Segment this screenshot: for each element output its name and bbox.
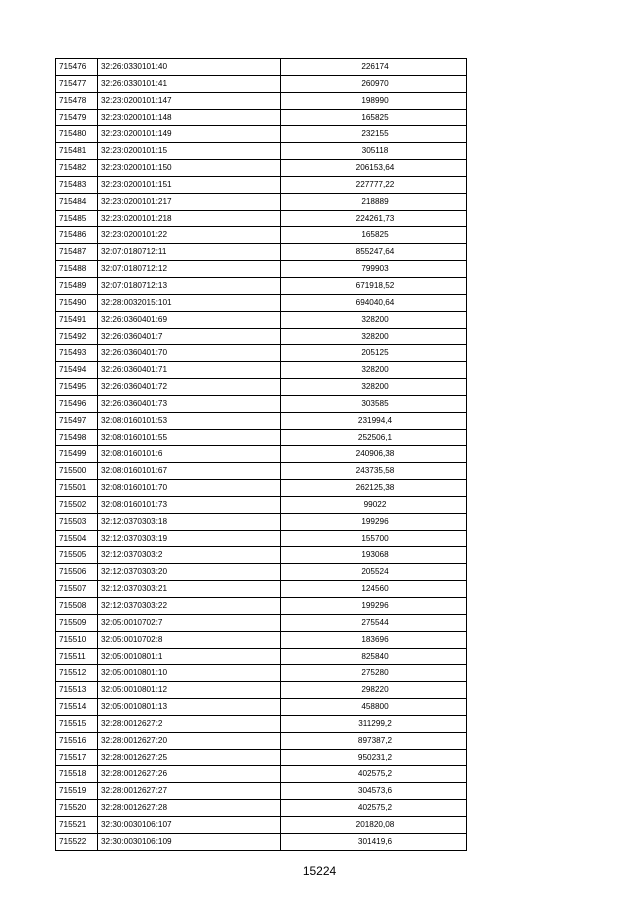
cadastral-value-cell: 226174: [281, 59, 467, 76]
row-number-cell: 715486: [56, 227, 98, 244]
row-number-cell: 715501: [56, 480, 98, 497]
cadastral-number-cell: 32:08:0160101:6: [98, 446, 281, 463]
table-row: [56, 277, 467, 294]
table-row: [56, 362, 467, 379]
table-row: [56, 564, 467, 581]
cadastral-number-cell: 32:05:0010801:10: [98, 665, 281, 682]
cadastral-number-cell: 32:07:0180712:11: [98, 244, 281, 261]
row-number-cell: 715520: [56, 800, 98, 817]
cadastral-number-cell: 32:26:0330101:41: [98, 75, 281, 92]
cadastral-number-cell: 32:05:0010801:12: [98, 682, 281, 699]
row-number-cell: 715514: [56, 699, 98, 716]
cadastral-value-cell: 402575,2: [281, 766, 467, 783]
cadastral-value-cell: 252506,1: [281, 429, 467, 446]
row-number-cell: 715512: [56, 665, 98, 682]
table-row: [56, 496, 467, 513]
row-number-cell: 715499: [56, 446, 98, 463]
cadastral-value-cell: 311299,2: [281, 715, 467, 732]
row-number-cell: 715490: [56, 294, 98, 311]
page-number: 15224: [302, 864, 337, 878]
table-row: [56, 614, 467, 631]
cadastral-value-cell: 240906,38: [281, 446, 467, 463]
cadastral-value-cell: 243735,58: [281, 463, 467, 480]
cadastral-number-cell: 32:23:0200101:217: [98, 193, 281, 210]
row-number-cell: 715497: [56, 412, 98, 429]
cadastral-value-cell: 199296: [281, 513, 467, 530]
cadastral-number-cell: 32:12:0370303:22: [98, 598, 281, 615]
table-row: [56, 833, 467, 850]
cadastral-value-cell: 303585: [281, 395, 467, 412]
cadastral-value-cell: 305118: [281, 143, 467, 160]
row-number-cell: 715493: [56, 345, 98, 362]
row-number-cell: 715505: [56, 547, 98, 564]
cadastral-value-cell: 199296: [281, 598, 467, 615]
cadastral-value-cell: 218889: [281, 193, 467, 210]
cadastral-number-cell: 32:28:0012627:26: [98, 766, 281, 783]
row-number-cell: 715503: [56, 513, 98, 530]
cadastral-value-cell: 99022: [281, 496, 467, 513]
cadastral-number-cell: 32:26:0360401:72: [98, 379, 281, 396]
cadastral-number-cell: 32:23:0200101:22: [98, 227, 281, 244]
row-number-cell: 715478: [56, 92, 98, 109]
cadastral-value-cell: 298220: [281, 682, 467, 699]
cadastral-value-cell: 799903: [281, 261, 467, 278]
cadastral-number-cell: 32:28:0012627:20: [98, 732, 281, 749]
cadastral-value-cell: 205125: [281, 345, 467, 362]
cadastral-value-cell: 201820,08: [281, 816, 467, 833]
row-number-cell: 715502: [56, 496, 98, 513]
table-row: [56, 328, 467, 345]
table-row: [56, 816, 467, 833]
table-row: [56, 513, 467, 530]
row-number-cell: 715483: [56, 176, 98, 193]
cadastral-number-cell: 32:28:0012627:25: [98, 749, 281, 766]
cadastral-number-cell: 32:26:0360401:69: [98, 311, 281, 328]
table-row: [56, 547, 467, 564]
table-row: [56, 648, 467, 665]
row-number-cell: 715477: [56, 75, 98, 92]
cadastral-value-cell: 328200: [281, 311, 467, 328]
table-row: [56, 446, 467, 463]
table-row: [56, 581, 467, 598]
cadastral-value-cell: 458800: [281, 699, 467, 716]
cadastral-number-cell: 32:23:0200101:218: [98, 210, 281, 227]
row-number-cell: 715511: [56, 648, 98, 665]
row-number-cell: 715488: [56, 261, 98, 278]
cadastral-value-cell: 183696: [281, 631, 467, 648]
cadastral-number-cell: 32:30:0030106:109: [98, 833, 281, 850]
cadastral-number-cell: 32:28:0012627:27: [98, 783, 281, 800]
table-row: [56, 261, 467, 278]
cadastral-value-cell: 328200: [281, 379, 467, 396]
table-row: [56, 160, 467, 177]
row-number-cell: 715491: [56, 311, 98, 328]
cadastral-value-cell: 950231,2: [281, 749, 467, 766]
table-row: [56, 530, 467, 547]
cadastral-number-cell: 32:23:0200101:148: [98, 109, 281, 126]
cadastral-value-cell: 262125,38: [281, 480, 467, 497]
cadastral-number-cell: 32:12:0370303:2: [98, 547, 281, 564]
cadastral-value-cell: 165825: [281, 109, 467, 126]
table-row: [56, 480, 467, 497]
cadastral-number-cell: 32:26:0360401:71: [98, 362, 281, 379]
table-row: [56, 631, 467, 648]
row-number-cell: 715487: [56, 244, 98, 261]
row-number-cell: 715492: [56, 328, 98, 345]
row-number-cell: 715504: [56, 530, 98, 547]
cadastral-value-cell: 124560: [281, 581, 467, 598]
cadastral-number-cell: 32:26:0360401:70: [98, 345, 281, 362]
cadastral-number-cell: 32:30:0030106:107: [98, 816, 281, 833]
cadastral-value-cell: 193068: [281, 547, 467, 564]
row-number-cell: 715476: [56, 59, 98, 76]
table-row: [56, 732, 467, 749]
cadastral-number-cell: 32:08:0160101:53: [98, 412, 281, 429]
table-row: [56, 682, 467, 699]
cadastral-number-cell: 32:28:0012627:2: [98, 715, 281, 732]
table-row: [56, 193, 467, 210]
table-row: [56, 59, 467, 76]
table-body: [56, 59, 467, 851]
cadastral-number-cell: 32:23:0200101:151: [98, 176, 281, 193]
cadastral-value-cell: 206153,64: [281, 160, 467, 177]
table-row: [56, 379, 467, 396]
row-number-cell: 715508: [56, 598, 98, 615]
row-number-cell: 715517: [56, 749, 98, 766]
row-number-cell: 715515: [56, 715, 98, 732]
cadastral-value-cell: 165825: [281, 227, 467, 244]
row-number-cell: 715521: [56, 816, 98, 833]
cadastral-number-cell: 32:05:0010801:13: [98, 699, 281, 716]
cadastral-number-cell: 32:23:0200101:15: [98, 143, 281, 160]
table-row: [56, 749, 467, 766]
table-row: [56, 75, 467, 92]
cadastral-number-cell: 32:08:0160101:73: [98, 496, 281, 513]
row-number-cell: 715516: [56, 732, 98, 749]
cadastral-value-cell: 694040,64: [281, 294, 467, 311]
cadastral-number-cell: 32:05:0010702:7: [98, 614, 281, 631]
row-number-cell: 715489: [56, 277, 98, 294]
row-number-cell: 715480: [56, 126, 98, 143]
table-row: [56, 210, 467, 227]
cadastral-number-cell: 32:28:0012627:28: [98, 800, 281, 817]
row-number-cell: 715509: [56, 614, 98, 631]
table-row: [56, 598, 467, 615]
cadastral-number-cell: 32:12:0370303:20: [98, 564, 281, 581]
table-row: [56, 699, 467, 716]
row-number-cell: 715495: [56, 379, 98, 396]
cadastral-value-cell: 304573,6: [281, 783, 467, 800]
cadastral-value-cell: 155700: [281, 530, 467, 547]
cadastral-number-cell: 32:26:0360401:73: [98, 395, 281, 412]
table-row: [56, 311, 467, 328]
cadastral-value-cell: 328200: [281, 328, 467, 345]
cadastral-number-cell: 32:26:0330101:40: [98, 59, 281, 76]
row-number-cell: 715522: [56, 833, 98, 850]
table-row: [56, 800, 467, 817]
cadastral-value-cell: 231994,4: [281, 412, 467, 429]
row-number-cell: 715507: [56, 581, 98, 598]
cadastral-value-cell: 897387,2: [281, 732, 467, 749]
table-row: [56, 665, 467, 682]
row-number-cell: 715500: [56, 463, 98, 480]
cadastral-value-cell: 227777,22: [281, 176, 467, 193]
cadastral-number-cell: 32:07:0180712:13: [98, 277, 281, 294]
table-row: [56, 463, 467, 480]
cadastral-number-cell: 32:23:0200101:149: [98, 126, 281, 143]
table-row: [56, 783, 467, 800]
cadastral-value-cell: 198990: [281, 92, 467, 109]
table-row: [56, 227, 467, 244]
cadastral-value-table: [55, 58, 467, 851]
cadastral-number-cell: 32:05:0010702:8: [98, 631, 281, 648]
table-row: [56, 412, 467, 429]
table-row: [56, 244, 467, 261]
row-number-cell: 715484: [56, 193, 98, 210]
cadastral-value-cell: 260970: [281, 75, 467, 92]
cadastral-value-cell: 671918,52: [281, 277, 467, 294]
cadastral-number-cell: 32:08:0160101:67: [98, 463, 281, 480]
row-number-cell: 715518: [56, 766, 98, 783]
table-row: [56, 429, 467, 446]
cadastral-value-cell: 825840: [281, 648, 467, 665]
cadastral-number-cell: 32:12:0370303:19: [98, 530, 281, 547]
row-number-cell: 715479: [56, 109, 98, 126]
row-number-cell: 715506: [56, 564, 98, 581]
cadastral-value-cell: 855247,64: [281, 244, 467, 261]
cadastral-value-cell: 232155: [281, 126, 467, 143]
cadastral-value-cell: 301419,6: [281, 833, 467, 850]
row-number-cell: 715519: [56, 783, 98, 800]
cadastral-number-cell: 32:12:0370303:18: [98, 513, 281, 530]
table-row: [56, 176, 467, 193]
cadastral-value-cell: 205524: [281, 564, 467, 581]
cadastral-number-cell: 32:12:0370303:21: [98, 581, 281, 598]
cadastral-value-cell: 402575,2: [281, 800, 467, 817]
row-number-cell: 715510: [56, 631, 98, 648]
cadastral-value-cell: 275280: [281, 665, 467, 682]
row-number-cell: 715498: [56, 429, 98, 446]
cadastral-number-cell: 32:23:0200101:150: [98, 160, 281, 177]
cadastral-number-cell: 32:08:0160101:55: [98, 429, 281, 446]
cadastral-value-cell: 224261,73: [281, 210, 467, 227]
row-number-cell: 715496: [56, 395, 98, 412]
cadastral-number-cell: 32:26:0360401:7: [98, 328, 281, 345]
table-row: [56, 126, 467, 143]
cadastral-number-cell: 32:23:0200101:147: [98, 92, 281, 109]
table-row: [56, 395, 467, 412]
cadastral-number-cell: 32:05:0010801:1: [98, 648, 281, 665]
row-number-cell: 715481: [56, 143, 98, 160]
table-row: [56, 766, 467, 783]
cadastral-number-cell: 32:08:0160101:70: [98, 480, 281, 497]
row-number-cell: 715513: [56, 682, 98, 699]
row-number-cell: 715485: [56, 210, 98, 227]
table-row: [56, 92, 467, 109]
table-row: [56, 715, 467, 732]
cadastral-number-cell: 32:07:0180712:12: [98, 261, 281, 278]
cadastral-value-cell: 275544: [281, 614, 467, 631]
cadastral-number-cell: 32:28:0032015:101: [98, 294, 281, 311]
table-row: [56, 109, 467, 126]
table-row: [56, 294, 467, 311]
row-number-cell: 715494: [56, 362, 98, 379]
table-row: [56, 345, 467, 362]
cadastral-value-cell: 328200: [281, 362, 467, 379]
row-number-cell: 715482: [56, 160, 98, 177]
table-row: [56, 143, 467, 160]
